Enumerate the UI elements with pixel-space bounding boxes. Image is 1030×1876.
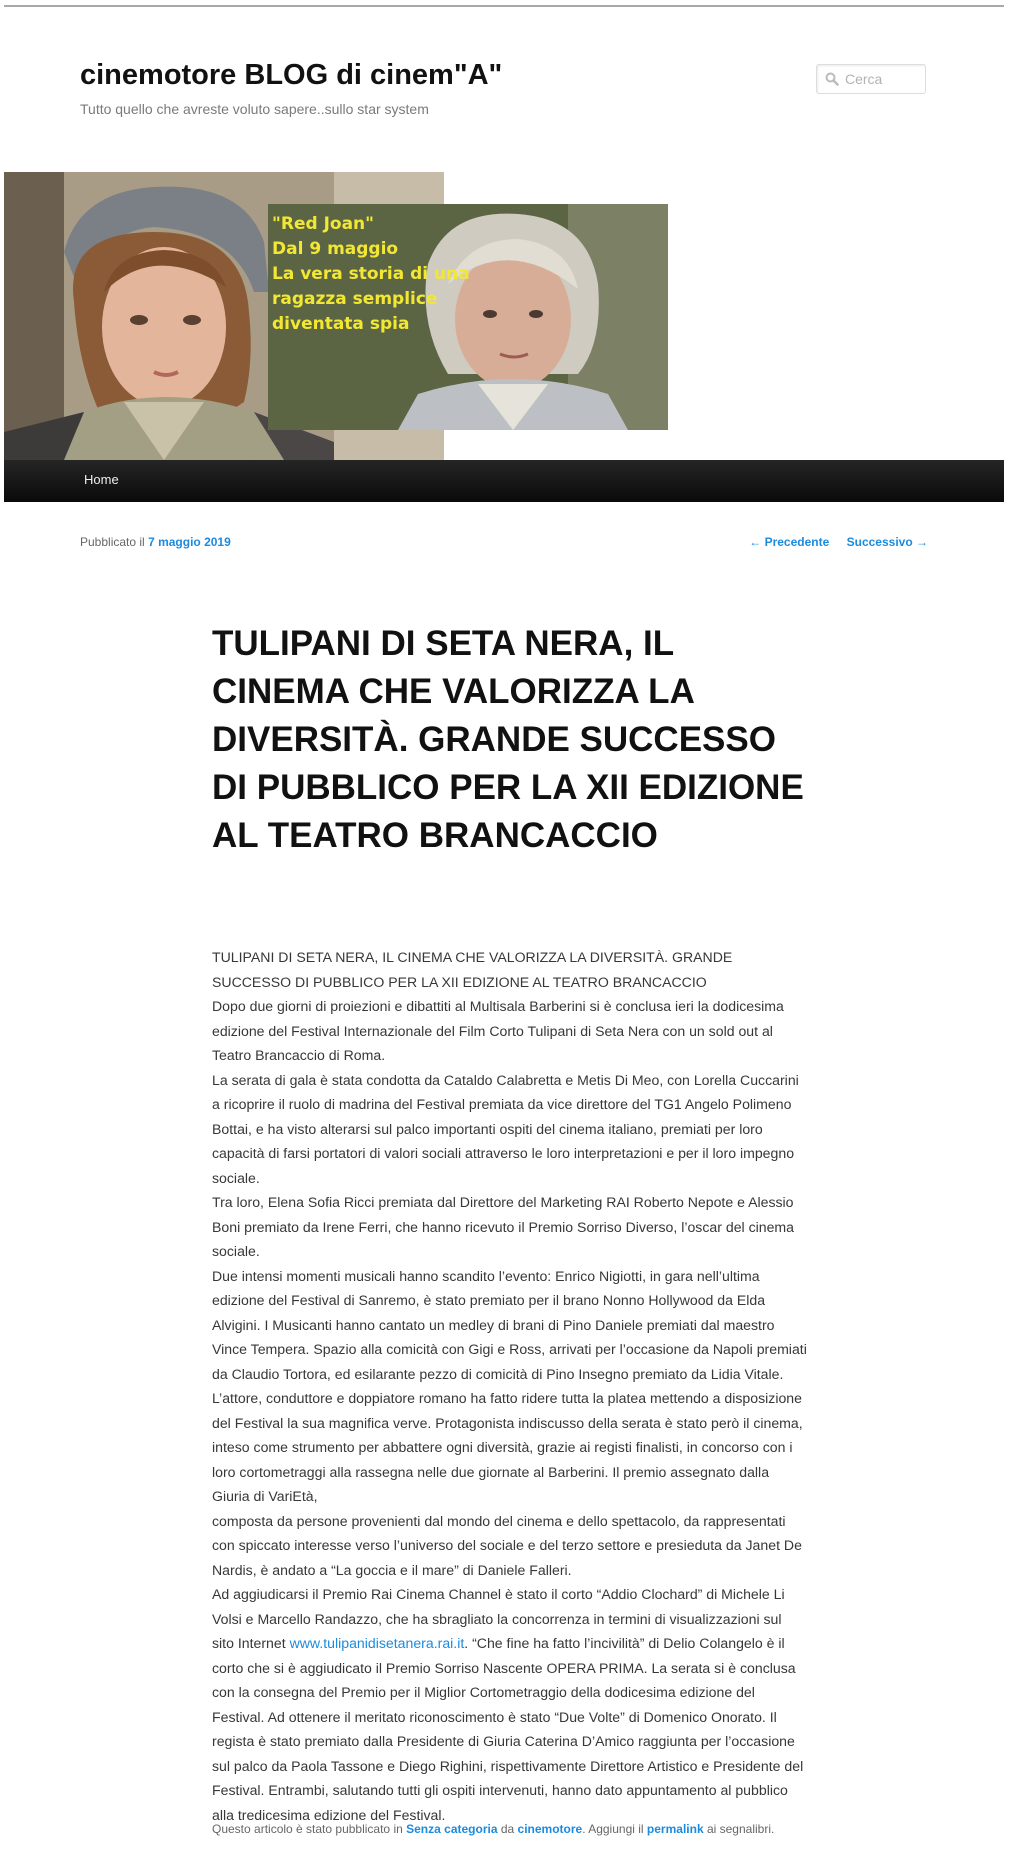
post-paragraph: TULIPANI DI SETA NERA, IL CINEMA CHE VALORIZZA LA DIVERSITÀ. GRANDE SUCCESSO DI PUBBLICO PER LA XII EDIZIONE AL TEATRO BRANCACCIO (212, 949, 733, 990)
post-text: . “Che fine ha fatto l’incivilità” di Delio Colangelo è il corto che si è aggiudicato il Premio Sorriso Nascente OPERA PRIMA. La serata si è conclusa con la consegna del Premio per il Miglior Cortometraggio della dodicesima edizione del Festival. Ad ottenere il meritato riconoscimento è stato “Due Volte” di Domenico Onorato. Il regista è stato premiato dalla Presidente di Giuria Caterina D’Amico raggiunta per l’occasione sul palco da Paola Tassone e Diego Righini, rispettivamente Direttore Artistico e Presidente del Festival. Entrambi, salutando tutti gli ospiti intervenuti, hanno dato appuntamento al pubblico alla tredicesima edizione del Festival. (212, 1635, 804, 1823)
post-navigation (735, 535, 928, 549)
footer-text: . Aggiungi il (582, 1822, 647, 1836)
post-paragraph: La serata di gala è stata condotta da Cataldo Calabretta e Metis Di Meo, con Lorella Cuccarini a ricoprire il ruolo di madrina del Festival premiata da vice direttore del TG1 Angelo Polimeno Bottai, e ha visto alterarsi sul palco importanti ospiti del cinema italiano, premiati per loro capacità di farsi portatori di valori sociali attraverso le loro interpretazioni e per il loro impegno sociale. (212, 1071, 799, 1186)
post-content (212, 945, 807, 1827)
footer-text: ai segnalibri. (703, 1822, 775, 1836)
festival-website-link[interactable]: www.tulipanidisetanera.rai.it (289, 1635, 465, 1651)
site-description: Tutto quello che avreste voluto sapere..sullo star system (80, 101, 429, 117)
category-link[interactable]: Senza categoria (406, 1822, 498, 1836)
banner-line: ragazza semplice (272, 289, 438, 309)
entry-footer-meta (212, 1822, 812, 1836)
search-icon (821, 72, 843, 86)
post-title: TULIPANI DI SETA NERA, IL CINEMA CHE VALORIZZA LA DIVERSITÀ. GRANDE SUCCESSO DI PUBBLICO PER LA XII EDIZIONE AL TEATRO BRANCACCIO (212, 624, 804, 855)
entry-meta (80, 535, 231, 549)
post-paragraph: composta da persone provenienti dal mondo del cinema e dello spettacolo, da rappresentati con spiccato interesse verso l’universo del sociale e del terzo settore e presieduta da Janet De Nardis, è andato a “La goccia e il mare” di Daniele Falleri. (212, 1512, 802, 1578)
previous-post-link[interactable]: ← Precedente (749, 535, 830, 549)
banner-line: Dal 9 maggio (272, 239, 399, 259)
post-text: Ad aggiudicarsi il Premio Rai Cinema Channel è stato il corto “Addio Clochard” di Michele Li Volsi e Marcello Randazzo, che ha sbragliato la concorrenza in termini di visualizzazioni sul sito Internet (212, 1586, 785, 1651)
footer-text: da (497, 1822, 518, 1836)
post-paragraph (212, 1582, 807, 1827)
main-nav (4, 460, 1004, 502)
post-paragraph: Due intensi momenti musicali hanno scandito l’evento: Enrico Nigiotti, in gara nell’ultima edizione del Festival di Sanremo, è stato premiato per il brano Nonno Hollywood da Elda Alvigini. I Musicanti hanno cantato un medley di brani di Pino Daniele premiati dal maestro Vince Tempera. Spazio alla comicità con Gigi e Ross, arrivati per l’occasione da Napoli premiati da Claudio Tortora, ed esilarante pezzo di comicità di Pino Insegno premiato da Lidia Vitale. L’attore, conduttore e doppiatore romano ha fatto ridere tutta la platea mettendo a disposizione del Festival la sua magnifica verve. Protagonista indiscusso della serata è stato però il cinema, inteso come strumento per abbattere ogni diversità, grazie ai registi finalisti, in concorso con i loro cortometraggi alla rassegna nelle due giornate al Barberini. Il premio assegnato dalla Giuria di VariEtà, (212, 1267, 807, 1504)
banner-line: La vera storia di una (272, 264, 470, 284)
footer-text: Questo articolo è stato pubblicato in (212, 1822, 407, 1836)
author-link[interactable]: cinemotore (517, 1822, 583, 1836)
post-paragraph: Tra loro, Elena Sofia Ricci premiata dal Direttore del Marketing RAI Roberto Nepote e Alessio Boni premiato da Irene Ferri, che hanno ricevuto il Premio Sorriso Diverso, l’oscar del cinema sociale. (212, 1194, 795, 1259)
search-box[interactable] (816, 64, 926, 94)
search-input[interactable] (843, 70, 923, 88)
banner-line: "Red Joan" (272, 214, 374, 234)
banner-caption (272, 212, 470, 337)
permalink-link[interactable]: permalink (646, 1822, 704, 1836)
post-date-link[interactable]: 7 maggio 2019 (148, 535, 231, 549)
header-banner[interactable] (4, 172, 1004, 460)
page (4, 0, 1004, 1876)
site-title[interactable]: cinemotore BLOG di cinem"A" (80, 59, 503, 91)
banner-line: diventata spia (272, 314, 410, 334)
post-paragraph: Dopo due giorni di proiezioni e dibattiti al Multisala Barberini si è conclusa ieri la dodicesima edizione del Festival Internazionale del Film Corto Tulipani di Seta Nera con un sold out al Teatro Brancaccio di Roma. (212, 998, 784, 1063)
nav-home-link[interactable]: Home (84, 472, 119, 487)
top-border (4, 5, 1004, 7)
published-label: Pubblicato il (80, 535, 145, 549)
next-post-link[interactable]: Successivo → (846, 535, 928, 549)
